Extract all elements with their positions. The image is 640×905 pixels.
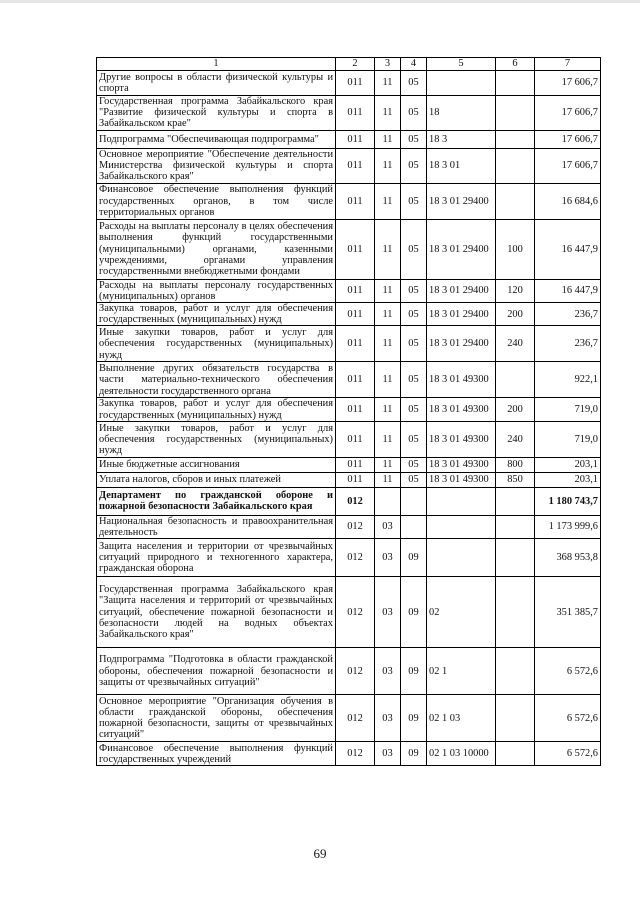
row-section: 11 — [375, 303, 401, 326]
budget-table — [96, 57, 601, 766]
row-target-article — [427, 539, 496, 577]
table-row — [97, 362, 601, 398]
row-subsection: 05 — [401, 398, 427, 421]
row-subsection: 05 — [401, 71, 427, 96]
header-cell-5: 5 — [427, 58, 496, 71]
row-amount: 236,7 — [535, 326, 601, 362]
row-target-article: 18 3 01 49300 — [427, 472, 496, 487]
row-subsection: 05 — [401, 279, 427, 302]
row-name: Подпрограмма "Обеспечивающая подпрограмма" — [97, 130, 336, 148]
row-section: 11 — [375, 472, 401, 487]
table-row — [97, 279, 601, 302]
row-subsection: 05 — [401, 303, 427, 326]
row-admin-code: 011 — [336, 148, 375, 183]
row-amount: 17 606,7 — [535, 96, 601, 131]
row-expense-type: 200 — [496, 303, 535, 326]
table-row — [97, 487, 601, 515]
row-target-article: 18 3 01 49300 — [427, 457, 496, 472]
row-expense-type — [496, 96, 535, 131]
row-amount: 6 572,6 — [535, 648, 601, 695]
row-subsection — [401, 515, 427, 538]
header-cell-3: 3 — [375, 58, 401, 71]
row-amount: 351 385,7 — [535, 577, 601, 648]
row-admin-code: 012 — [336, 695, 375, 742]
row-target-article: 18 3 01 — [427, 148, 496, 183]
row-subsection: 09 — [401, 539, 427, 577]
row-section: 11 — [375, 421, 401, 457]
table-row — [97, 515, 601, 538]
row-amount: 17 606,7 — [535, 148, 601, 183]
row-amount: 368 953,8 — [535, 539, 601, 577]
row-name: Государственная программа Забайкальского края "Защита населения и территорий от чрезвычайных ситуаций, обеспечение пожарной безопасности и безопасности людей на водных объектах Забайкальского края" — [97, 577, 336, 648]
row-expense-type — [496, 577, 535, 648]
row-target-article — [427, 71, 496, 96]
row-expense-type — [496, 362, 535, 398]
row-admin-code: 011 — [336, 303, 375, 326]
row-subsection: 09 — [401, 695, 427, 742]
row-name: Иные бюджетные ассигнования — [97, 457, 336, 472]
row-target-article: 18 3 01 49300 — [427, 398, 496, 421]
row-target-article: 18 3 01 29400 — [427, 183, 496, 219]
table-row — [97, 421, 601, 457]
row-expense-type: 240 — [496, 421, 535, 457]
row-admin-code: 011 — [336, 472, 375, 487]
row-section: 11 — [375, 71, 401, 96]
row-admin-code: 012 — [336, 487, 375, 515]
row-target-article: 18 3 01 29400 — [427, 219, 496, 279]
row-subsection: 09 — [401, 648, 427, 695]
row-section: 03 — [375, 577, 401, 648]
row-expense-type: 850 — [496, 472, 535, 487]
row-amount: 6 572,6 — [535, 742, 601, 766]
table-row — [97, 472, 601, 487]
table-row — [97, 130, 601, 148]
row-target-article: 18 — [427, 96, 496, 131]
row-target-article: 18 3 01 49300 — [427, 362, 496, 398]
row-section: 03 — [375, 648, 401, 695]
row-amount: 1 173 999,6 — [535, 515, 601, 538]
row-subsection: 05 — [401, 362, 427, 398]
row-section: 11 — [375, 219, 401, 279]
row-subsection: 05 — [401, 96, 427, 131]
row-admin-code: 012 — [336, 577, 375, 648]
row-target-article: 18 3 01 29400 — [427, 303, 496, 326]
row-admin-code: 011 — [336, 398, 375, 421]
row-subsection: 05 — [401, 183, 427, 219]
row-target-article: 02 1 03 10000 — [427, 742, 496, 766]
row-admin-code: 012 — [336, 742, 375, 766]
row-target-article: 02 — [427, 577, 496, 648]
row-section: 11 — [375, 96, 401, 131]
header-cell-6: 6 — [496, 58, 535, 71]
row-section: 11 — [375, 457, 401, 472]
row-expense-type — [496, 183, 535, 219]
row-section: 11 — [375, 362, 401, 398]
row-expense-type — [496, 539, 535, 577]
row-amount: 16 684,6 — [535, 183, 601, 219]
row-admin-code: 011 — [336, 457, 375, 472]
row-admin-code: 011 — [336, 219, 375, 279]
row-subsection: 05 — [401, 130, 427, 148]
table-header — [97, 58, 601, 71]
row-name: Иные закупки товаров, работ и услуг для обеспечения государственных (муниципальных) нужд — [97, 421, 336, 457]
row-name: Уплата налогов, сборов и иных платежей — [97, 472, 336, 487]
row-name: Иные закупки товаров, работ и услуг для обеспечения государственных (муниципальных) нужд — [97, 326, 336, 362]
row-expense-type: 800 — [496, 457, 535, 472]
table-row — [97, 148, 601, 183]
table-body — [97, 71, 601, 766]
row-expense-type — [496, 71, 535, 96]
row-section: 03 — [375, 515, 401, 538]
row-admin-code: 012 — [336, 648, 375, 695]
row-target-article — [427, 515, 496, 538]
row-name: Расходы на выплаты персоналу в целях обеспечения выполнения функций государственными (муниципальными) органами, казенными учреждениями, органами управления государственными внебюджетными фондами — [97, 219, 336, 279]
row-expense-type — [496, 742, 535, 766]
page-number: 69 — [313, 846, 327, 861]
row-name: Основное мероприятие "Организация обучения в области гражданской обороны, обеспечения пожарной безопасности, защиты от чрезвычайных ситуаций" — [97, 695, 336, 742]
row-section: 11 — [375, 279, 401, 302]
row-expense-type — [496, 648, 535, 695]
row-amount: 203,1 — [535, 472, 601, 487]
row-name: Закупка товаров, работ и услуг для обеспечения государственных (муниципальных) нужд — [97, 303, 336, 326]
row-admin-code: 011 — [336, 362, 375, 398]
row-section: 11 — [375, 183, 401, 219]
header-cell-4: 4 — [401, 58, 427, 71]
row-name: Защита населения и территории от чрезвычайных ситуаций природного и техногенного характера, гражданская оборона — [97, 539, 336, 577]
row-admin-code: 011 — [336, 96, 375, 131]
row-amount: 236,7 — [535, 303, 601, 326]
row-target-article: 18 3 — [427, 130, 496, 148]
row-admin-code: 011 — [336, 421, 375, 457]
row-section: 11 — [375, 130, 401, 148]
row-amount: 16 447,9 — [535, 219, 601, 279]
row-name: Основное мероприятие "Обеспечение деятельности Министерства физической культуры и спорта Забайкальского края" — [97, 148, 336, 183]
row-section: 11 — [375, 148, 401, 183]
row-subsection: 05 — [401, 421, 427, 457]
row-name: Финансовое обеспечение выполнения функций государственных учреждений — [97, 742, 336, 766]
row-admin-code: 011 — [336, 326, 375, 362]
row-expense-type: 240 — [496, 326, 535, 362]
row-amount: 922,1 — [535, 362, 601, 398]
row-amount: 16 447,9 — [535, 279, 601, 302]
table-row — [97, 96, 601, 131]
row-section: 03 — [375, 742, 401, 766]
row-target-article: 18 3 01 49300 — [427, 421, 496, 457]
row-subsection: 05 — [401, 472, 427, 487]
row-target-article: 18 3 01 29400 — [427, 326, 496, 362]
table-row — [97, 398, 601, 421]
row-expense-type — [496, 515, 535, 538]
row-name: Государственная программа Забайкальского края "Развитие физической культуры и спорта в Забайкальском крае" — [97, 96, 336, 131]
header-cell-7: 7 — [535, 58, 601, 71]
table-row — [97, 71, 601, 96]
header-cell-2: 2 — [336, 58, 375, 71]
row-subsection: 09 — [401, 577, 427, 648]
table-row — [97, 303, 601, 326]
row-expense-type — [496, 487, 535, 515]
row-name: Подпрограмма "Подготовка в области гражданской обороны, обеспечения пожарной безопасности и защиты от чрезвычайных ситуаций" — [97, 648, 336, 695]
row-amount: 719,0 — [535, 421, 601, 457]
row-expense-type — [496, 148, 535, 183]
row-name: Расходы на выплаты персоналу государственных (муниципальных) органов — [97, 279, 336, 302]
header-cell-1: 1 — [97, 58, 336, 71]
table-row — [97, 742, 601, 766]
row-expense-type: 200 — [496, 398, 535, 421]
table-row — [97, 457, 601, 472]
row-target-article: 02 1 — [427, 648, 496, 695]
row-amount: 1 180 743,7 — [535, 487, 601, 515]
row-expense-type: 100 — [496, 219, 535, 279]
row-admin-code: 011 — [336, 183, 375, 219]
row-section: 11 — [375, 398, 401, 421]
row-name: Другие вопросы в области физической культуры и спорта — [97, 71, 336, 96]
table-row — [97, 183, 601, 219]
row-section: 03 — [375, 695, 401, 742]
row-expense-type — [496, 130, 535, 148]
row-section: 11 — [375, 326, 401, 362]
row-admin-code: 011 — [336, 130, 375, 148]
table-row — [97, 695, 601, 742]
row-admin-code: 012 — [336, 539, 375, 577]
row-target-article: 18 3 01 29400 — [427, 279, 496, 302]
header-row — [97, 58, 601, 71]
row-subsection: 05 — [401, 148, 427, 183]
row-section — [375, 487, 401, 515]
row-section: 03 — [375, 539, 401, 577]
row-target-article: 02 1 03 — [427, 695, 496, 742]
row-amount: 203,1 — [535, 457, 601, 472]
row-amount: 17 606,7 — [535, 130, 601, 148]
table-row — [97, 326, 601, 362]
row-expense-type: 120 — [496, 279, 535, 302]
row-subsection: 09 — [401, 742, 427, 766]
row-amount: 6 572,6 — [535, 695, 601, 742]
table-row — [97, 577, 601, 648]
table-row — [97, 539, 601, 577]
row-admin-code: 011 — [336, 71, 375, 96]
table-row — [97, 219, 601, 279]
row-expense-type — [496, 695, 535, 742]
row-amount: 17 606,7 — [535, 71, 601, 96]
row-name: Национальная безопасность и правоохранительная деятельность — [97, 515, 336, 538]
row-name: Выполнение других обязательств государства в части материально-технического обеспечения деятельности государственного органа — [97, 362, 336, 398]
row-name: Закупка товаров, работ и услуг для обеспечения государственных (муниципальных) нужд — [97, 398, 336, 421]
row-subsection — [401, 487, 427, 515]
row-subsection: 05 — [401, 326, 427, 362]
row-subsection: 05 — [401, 457, 427, 472]
row-target-article — [427, 487, 496, 515]
row-name: Финансовое обеспечение выполнения функций государственных органов, в том числе территориальных органов — [97, 183, 336, 219]
scan-edge-rule — [0, 0, 640, 3]
row-amount: 719,0 — [535, 398, 601, 421]
row-name: Департамент по гражданской обороне и пожарной безопасности Забайкальского края — [97, 487, 336, 515]
row-subsection: 05 — [401, 219, 427, 279]
row-admin-code: 012 — [336, 515, 375, 538]
table-row — [97, 648, 601, 695]
row-admin-code: 011 — [336, 279, 375, 302]
